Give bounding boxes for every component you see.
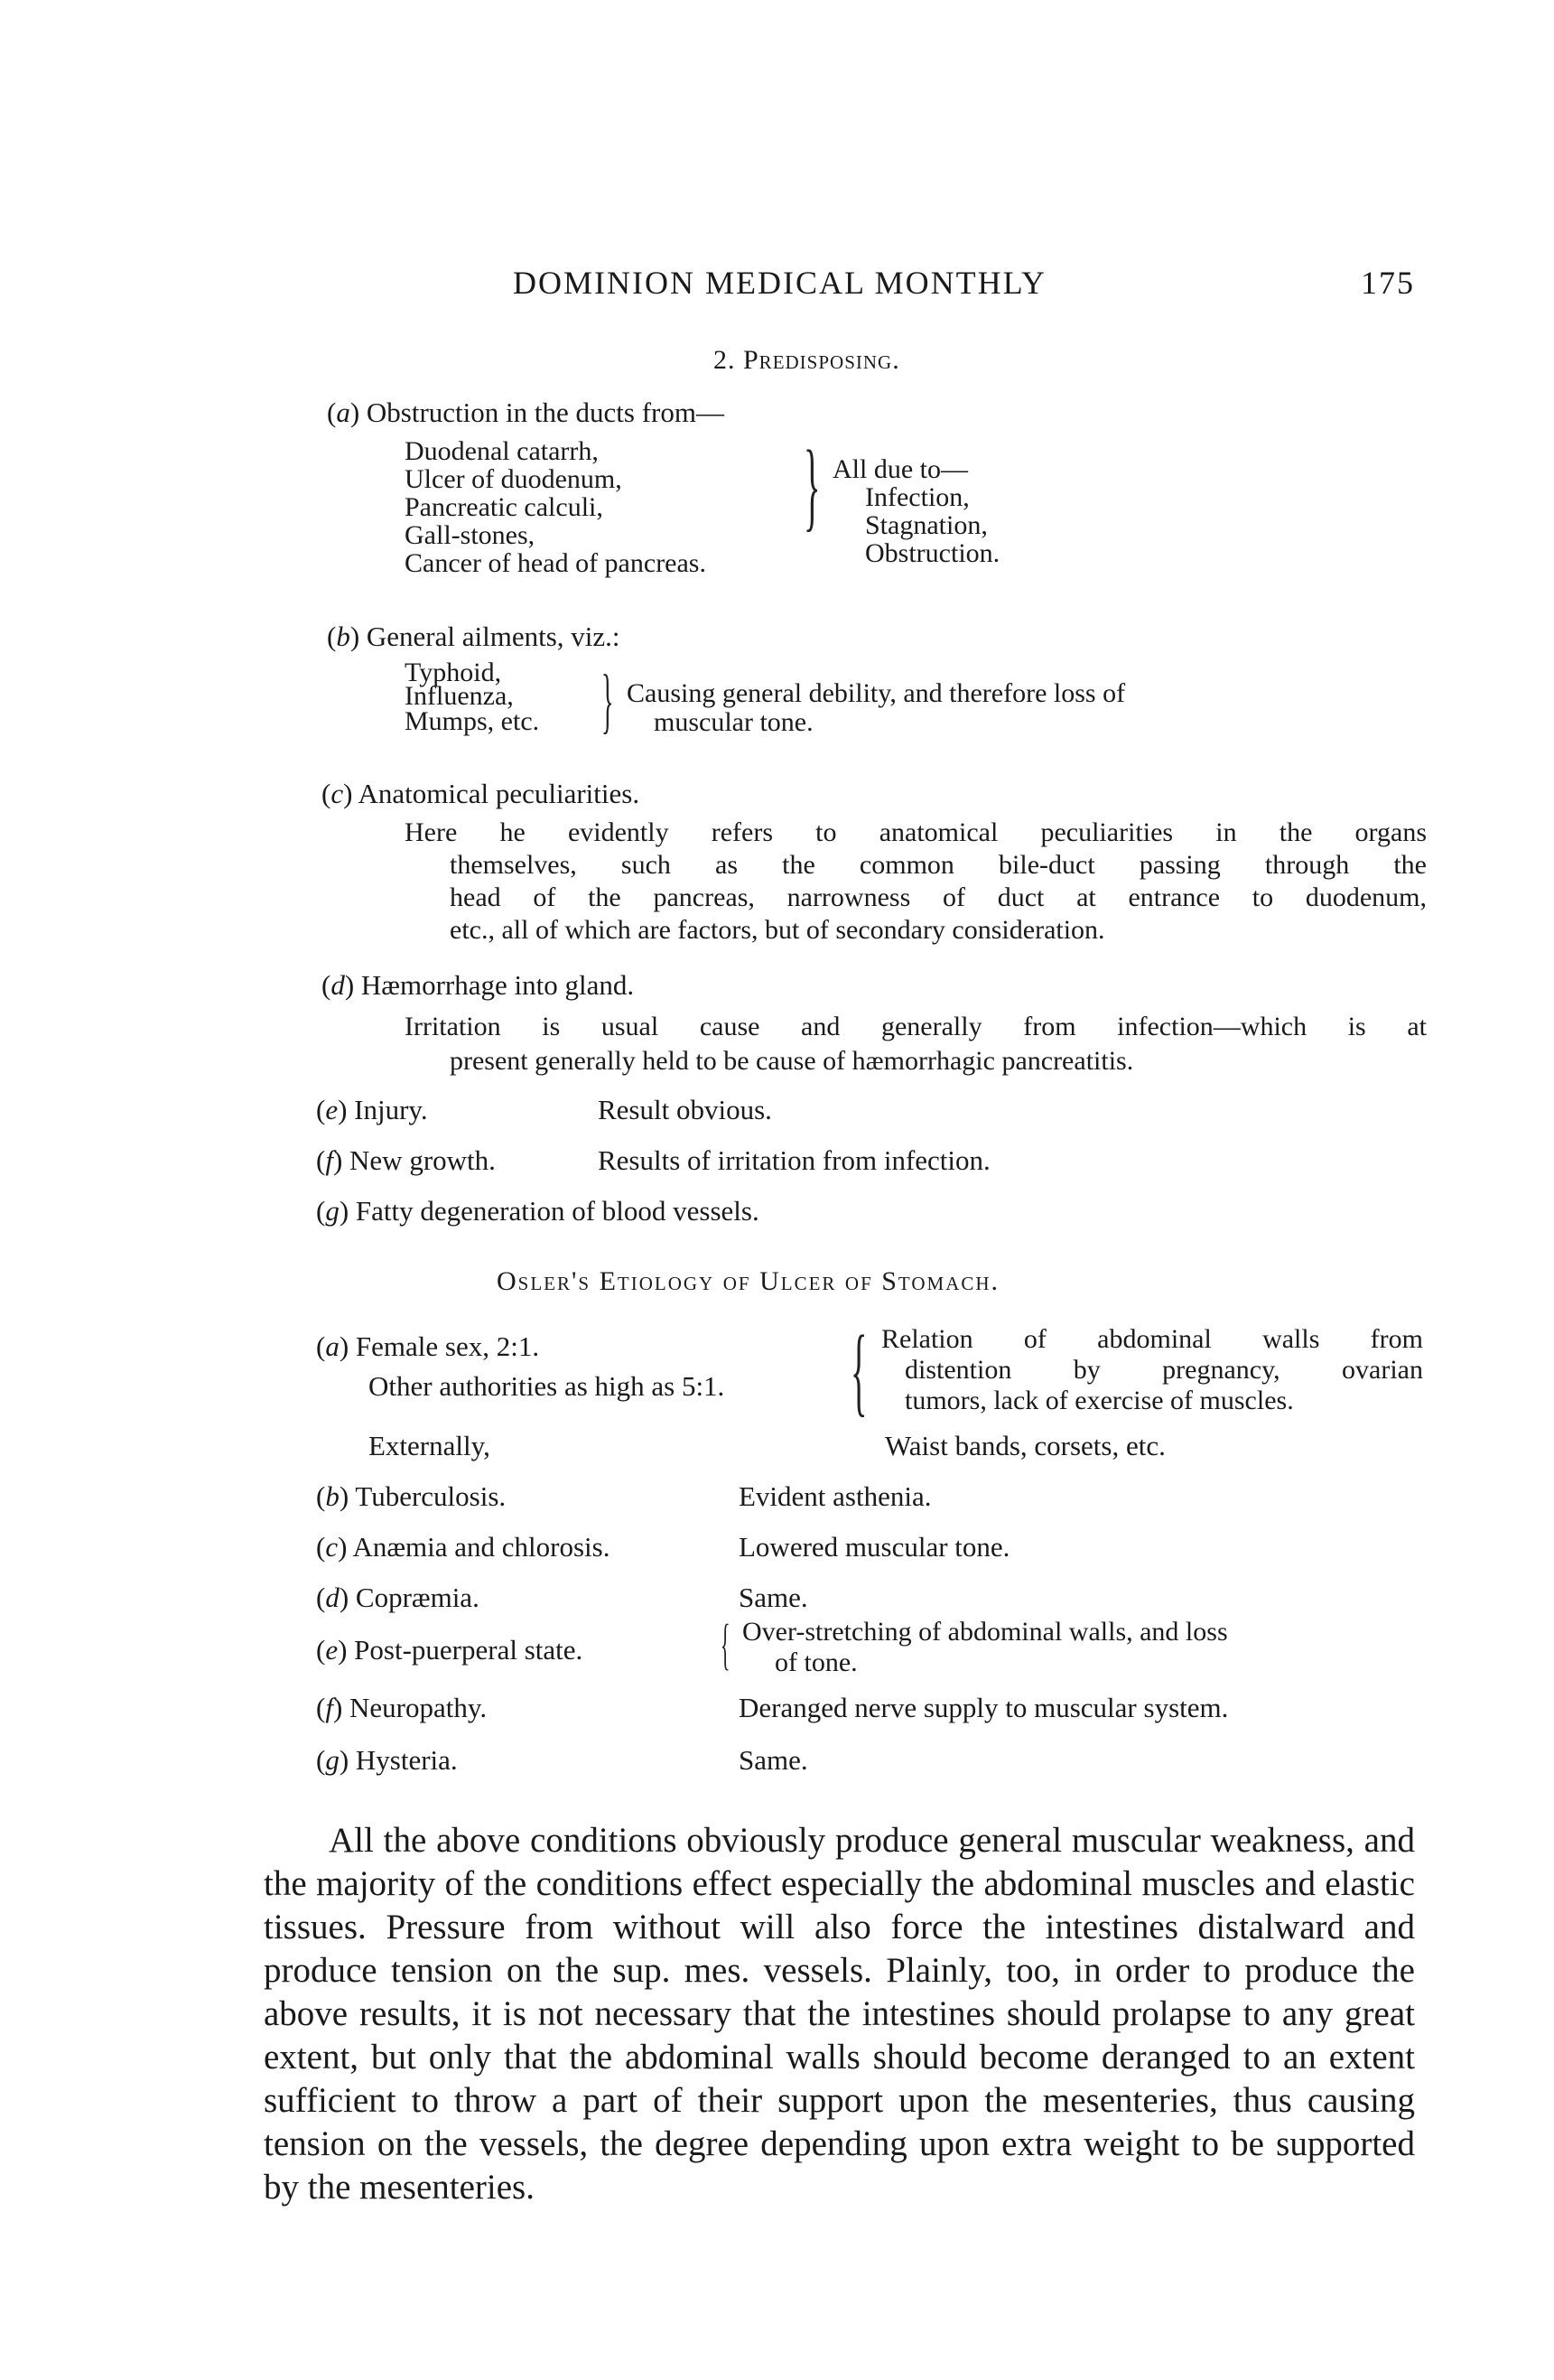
item-letter: c — [330, 778, 344, 809]
obstruction-list — [405, 437, 706, 577]
osler-row: (c) Anæmia and chlorosis. — [316, 1531, 610, 1563]
list-item: Pancreatic calculi, — [405, 492, 603, 522]
osler-row: (b) Tuberculosis. — [316, 1480, 507, 1512]
osler-item-a-other: Other authorities as high as 5:1. — [368, 1370, 725, 1402]
due-item: Infection, — [865, 482, 970, 512]
brace-left: { — [851, 1315, 868, 1425]
cause-text: Post-puerperal state. — [354, 1634, 583, 1666]
section-title-predisposing: 2. Predisposing. — [713, 345, 900, 375]
effect-line: muscular tone. — [654, 707, 814, 737]
item-g-fatty: (g) Fatty degeneration of blood vessels. — [316, 1195, 759, 1227]
effect-text: Same. — [739, 1744, 808, 1776]
relation-text — [881, 1324, 1423, 1416]
due-heading: All due to— — [833, 454, 968, 484]
note-line: head of the pancreas, narrowness of duct at entrance to duodenum, — [450, 882, 1427, 912]
section-title-osler: Osler's Etiology of Ulcer of Stomach. — [497, 1266, 1000, 1296]
closing-paragraph: All the above conditions obviously produce general muscular weakness, and the majority of the conditions effect especially the abdominal muscles and elastic tissues. Pressure from without will also force the intestines distalward and produce tension on the sup. mes. vessels. Plainly, too, in order to produce the above results, it is not necessary that the intestines should prolapse to any great extent, but only that the abdominal walls should become deranged to an extent sufficient to throw a part of their support upon the mesenteries, thus causing tension on the vessels, the degree depending upon extra weight to be supported by the mesenteries. — [264, 1821, 1415, 2207]
list-item: Cancer of head of pancreas. — [405, 548, 706, 578]
cause-text: Copræmia. — [355, 1582, 479, 1613]
ailments-list — [405, 658, 540, 736]
relation-line: tumors, lack of exercise of muscles. — [905, 1386, 1294, 1415]
externally-effect: Waist bands, corsets, etc. — [885, 1430, 1166, 1461]
note-line: etc., all of which are factors, but of secondary consideration. — [450, 915, 1105, 945]
item-letter: e — [325, 1094, 339, 1125]
cause-text: Neuropathy. — [349, 1692, 488, 1723]
osler-row: (g) Hysteria. — [316, 1744, 458, 1776]
note-line: present generally held to be cause of hæmorrhagic pancreatitis. — [450, 1046, 1134, 1076]
item-text: Obstruction in the ducts from— — [366, 397, 724, 428]
item-f-new-growth: (f) New growth. — [316, 1144, 496, 1176]
effect-text — [742, 1617, 1228, 1678]
effect-line: Over-stretching of abdominal walls, and loss — [742, 1617, 1228, 1647]
list-item: Influenza, — [405, 681, 514, 711]
item-letter: f — [325, 1692, 333, 1723]
brace-right: } — [804, 430, 821, 540]
item-text: General ailments, viz.: — [366, 621, 620, 652]
relation-line: distention by pregnancy, ovarian — [905, 1355, 1423, 1385]
brace-right: } — [601, 661, 614, 741]
osler-row: (f) Neuropathy. — [316, 1692, 488, 1723]
item-d-haemorrhage: (d) Hæmorrhage into gland. — [321, 969, 635, 1001]
effect-text: Evident asthenia. — [739, 1480, 932, 1512]
osler-row: (d) Copræmia. — [316, 1582, 479, 1613]
item-letter: c — [325, 1531, 339, 1563]
effect-text: Deranged nerve supply to muscular system. — [739, 1692, 1229, 1723]
list-item: Mumps, etc. — [405, 706, 540, 736]
due-item: Stagnation, — [865, 510, 988, 540]
anatomical-note — [405, 817, 1427, 947]
running-header: DOMINION MEDICAL MONTHLY — [513, 265, 1047, 301]
haemorrhage-note — [405, 1010, 1427, 1078]
item-letter: a — [336, 397, 350, 428]
item-letter: d — [325, 1582, 340, 1613]
item-text: Fatty degeneration of blood vessels. — [355, 1195, 759, 1227]
due-item: Obstruction. — [865, 538, 1000, 568]
list-item: Ulcer of duodenum, — [405, 464, 622, 494]
list-item: Duodenal catarrh, — [405, 436, 599, 466]
note-line: themselves, such as the common bile-duct passing through the — [450, 850, 1427, 880]
item-letter: b — [336, 621, 350, 652]
item-letter: f — [325, 1144, 333, 1176]
item-e-injury: (e) Injury. — [316, 1094, 428, 1125]
item-letter: b — [325, 1480, 340, 1512]
effect-text: Same. — [739, 1582, 808, 1613]
new-growth-result: Results of irritation from infection. — [598, 1144, 991, 1176]
item-text: Anatomical peculiarities. — [358, 778, 640, 809]
item-text: New growth. — [349, 1144, 496, 1176]
due-to-list — [833, 455, 1000, 567]
item-letter: d — [330, 969, 345, 1001]
note-line: Here he evidently refers to anatomical peculiarities in the organs — [405, 817, 1427, 847]
item-text: Female sex, 2:1. — [355, 1330, 540, 1362]
externally-label: Externally, — [368, 1430, 490, 1461]
injury-result: Result obvious. — [598, 1094, 772, 1125]
item-a-obstruction: (a) Obstruction in the ducts from— — [327, 397, 724, 428]
page-number: 175 — [1361, 265, 1415, 301]
item-b-general-ailments: (b) General ailments, viz.: — [327, 621, 620, 652]
item-letter: a — [325, 1330, 340, 1362]
item-text: Injury. — [354, 1094, 428, 1125]
cause-text: Hysteria. — [355, 1744, 458, 1776]
list-item: Typhoid, — [405, 658, 502, 687]
brace-left: { — [721, 1614, 730, 1675]
ailments-effect — [627, 679, 1125, 737]
cause-text: Tuberculosis. — [355, 1480, 507, 1512]
effect-line: of tone. — [775, 1647, 858, 1677]
list-item: Gall-stones, — [405, 520, 535, 550]
osler-row: (e) Post-puerperal state. — [316, 1634, 583, 1666]
cause-text: Anæmia and chlorosis. — [352, 1531, 610, 1563]
item-letter: e — [325, 1634, 339, 1666]
item-letter: g — [325, 1195, 340, 1227]
osler-item-a: (a) Female sex, 2:1. — [316, 1330, 540, 1362]
effect-line: Causing general debility, and therefore loss of — [627, 678, 1126, 708]
effect-text: Lowered muscular tone. — [739, 1531, 1010, 1563]
relation-line: Relation of abdominal walls from — [881, 1324, 1423, 1354]
item-text: Hæmorrhage into gland. — [360, 969, 635, 1001]
item-c-anatomical: (c) Anatomical peculiarities. — [321, 778, 640, 809]
note-line: Irritation is usual cause and generally from infection—which is at — [405, 1012, 1427, 1041]
item-letter: g — [325, 1744, 340, 1776]
